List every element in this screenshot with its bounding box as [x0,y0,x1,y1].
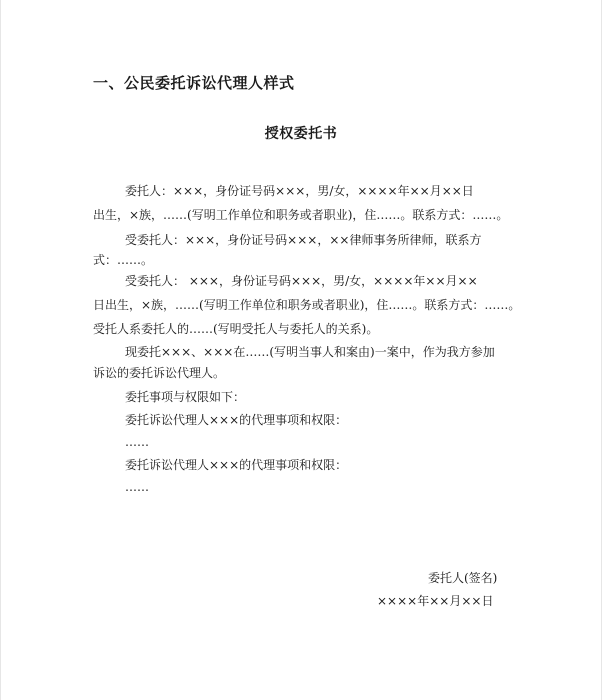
section-heading: 一、公民委托诉讼代理人样式 [93,74,295,92]
signature-date: ××××年××月××日 [377,594,494,608]
agent1-line-1: 受委托人：×××，身份证号码×××，××律师事务所律师，联系方 [125,233,482,247]
entrust-line-2: 诉讼的委托诉讼代理人。 [93,366,226,380]
agent-scope-1-value: …… [125,435,149,449]
agent2-line-2: 日出生，×族，……(写明工作单位和职务或者职业)，住……。联系方式：……。 [93,298,521,312]
document-title: 授权委托书 [264,126,338,142]
principal-line-1: 委托人：×××，身份证号码×××，男/女，××××年××月××日 [125,184,474,198]
relationship-line: 受托人系委托人的……(写明受托人与委托人的关系)。 [93,322,379,336]
agent1-line-2: 式：……。 [93,253,154,267]
agent2-line-1: 受委托人： ×××，身份证号码×××，男/女，××××年××月×× [125,274,478,288]
agent-scope-2-label: 委托诉讼代理人×××的代理事项和权限： [125,458,348,472]
principal-line-2: 出生，×族，……(写明工作单位和职务或者职业)，住……。联系方式：……。 [93,208,509,222]
signature-label: 委托人(签名) [428,571,498,585]
scope-intro: 委托事项与权限如下： [125,390,246,404]
entrust-line-1: 现委托×××、×××在……(写明当事人和案由)一案中，作为我方参加 [125,345,495,359]
agent-scope-1-label: 委托诉讼代理人×××的代理事项和权限： [125,413,348,427]
agent-scope-2-value: …… [125,480,149,494]
